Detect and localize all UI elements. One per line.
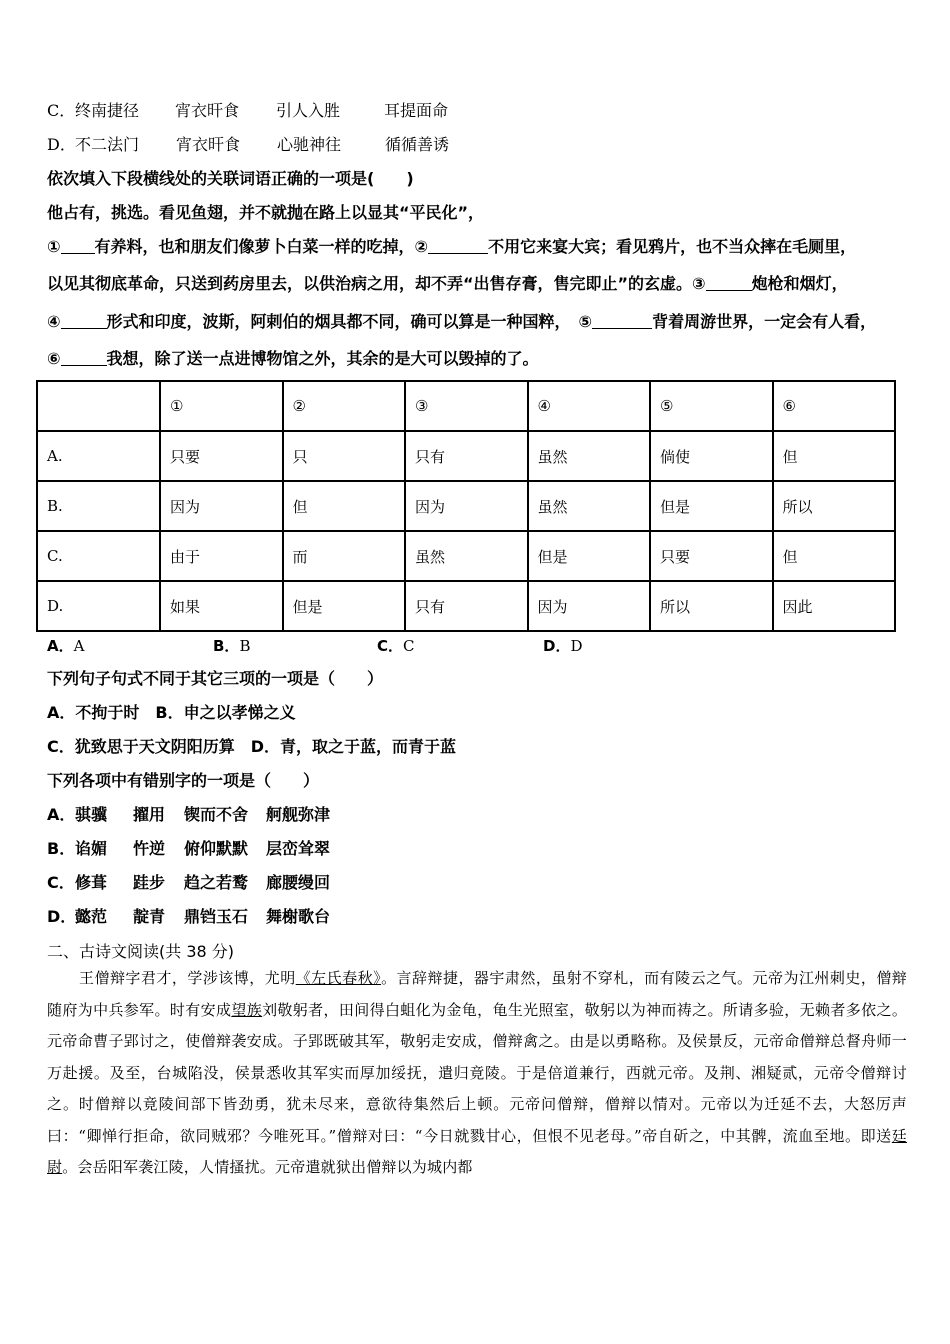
answer-value: A — [73, 637, 85, 655]
table-cell: 因为 — [160, 481, 283, 531]
table-cell: 但是 — [528, 531, 651, 581]
passage-text: 。言辞辩捷，器宇肃然，虽射不穿札，而有陵云之气。元帝为江州刺史，僧辩随府为中兵参军。时有安成 — [47, 969, 908, 1019]
answer-label: B． — [213, 637, 240, 655]
fill-blank — [706, 274, 752, 291]
underlined-term: 廷尉 — [47, 1126, 907, 1176]
table-cell: 只要 — [650, 531, 773, 581]
option-label: B． — [47, 839, 76, 858]
option-item: 循循善诱 — [385, 135, 450, 154]
option-item: 不二法门 — [75, 135, 140, 154]
passage-text: 炮枪和烟灯， — [751, 274, 848, 293]
option-item: 谄媚 — [75, 839, 108, 858]
row-label: D. — [37, 581, 160, 631]
fill-blank — [592, 312, 652, 329]
fill-blank — [61, 312, 107, 329]
section-title: 二、古诗文阅读(共 38 分) — [47, 942, 235, 961]
passage-text: 以见其彻底革命，只送到药房里去，以供治病之用，却不弄“出售存膏，售完即止”的玄虚。③ — [47, 274, 706, 293]
option-item: 舸舰弥津 — [266, 805, 331, 824]
answer-choice — [213, 636, 250, 657]
passage-line: 他占有，挑选。看见鱼翅，并不就抛在路上以显其“平民化”， — [47, 203, 485, 222]
option-item: 靛青 — [133, 907, 166, 926]
option-item: 宵衣旰食 — [175, 101, 240, 120]
table-cell: 由于 — [160, 531, 283, 581]
fill-blank — [61, 349, 107, 366]
table-cell: 虽然 — [405, 531, 528, 581]
typo-option-d — [47, 906, 330, 928]
passage-text: 我想，除了送一点进博物馆之外，其余的是大可以毁掉的了。 — [106, 349, 539, 368]
passage-text: 形式和印度，波斯，阿剌伯的烟具都不同，确可以算是一种国粹， ⑤ — [106, 312, 593, 331]
passage-line — [47, 311, 876, 333]
blank-marker: ① — [47, 237, 61, 256]
table-cell: 但 — [773, 531, 896, 581]
prev-option-c — [47, 100, 448, 122]
table-header-row — [37, 381, 895, 431]
table-cell: 倘使 — [650, 431, 773, 481]
table-cell: 但是 — [650, 481, 773, 531]
passage-text: 。会岳阳军袭江陵，人情搔扰。元帝遣就狱出僧辩以为城内都 — [62, 1158, 473, 1176]
table-header-cell: ⑤ — [650, 381, 773, 431]
passage-text: 不用它来宴大宾；看见鸦片，也不当众摔在毛厕里， — [488, 237, 857, 256]
option-label: D． — [47, 907, 77, 926]
answer-value: C — [403, 637, 415, 655]
option-item: 宵衣旰食 — [176, 135, 241, 154]
table-cell: 但 — [283, 481, 406, 531]
table-header-cell — [37, 381, 160, 431]
passage-text: 有养料，也和朋友们像萝卜白菜一样的吃掉，② — [94, 237, 429, 256]
option-item: 锲而不舍 — [184, 805, 249, 824]
passage-line — [47, 236, 856, 258]
option-label: D． — [47, 135, 76, 154]
table-cell: 如果 — [160, 581, 283, 631]
option-item: 心驰神往 — [277, 135, 342, 154]
option-label: C． — [47, 101, 76, 120]
question-prompt: 下列各项中有错别字的一项是（ ） — [47, 771, 320, 790]
table-cell: 但是 — [283, 581, 406, 631]
answer-choice — [377, 636, 415, 657]
table-cell: 因此 — [773, 581, 896, 631]
option-item: 骐骥 — [75, 805, 108, 824]
table-cell: 只有 — [405, 581, 528, 631]
answer-label: C． — [377, 637, 404, 655]
option-line: A．不拘于时 B．申之以孝悌之义 — [47, 703, 296, 722]
option-item: 终南捷径 — [75, 101, 140, 120]
classical-passage — [47, 963, 907, 1184]
answer-value: B — [239, 637, 251, 655]
table-header-cell: ① — [160, 381, 283, 431]
option-item: 廊腰缦回 — [266, 873, 331, 892]
passage-text: 王僧辩字君才，学涉该博，尤明 — [79, 969, 296, 987]
answer-choice — [47, 636, 84, 657]
table-cell: 虽然 — [528, 481, 651, 531]
option-item: 懿范 — [75, 907, 108, 926]
conjunction-table — [36, 380, 896, 632]
table-row — [37, 481, 895, 531]
answer-value: D — [570, 637, 583, 655]
option-item: 层峦耸翠 — [266, 839, 331, 858]
table-cell: 而 — [283, 531, 406, 581]
table-row — [37, 581, 895, 631]
answer-choice — [543, 636, 582, 657]
table-cell: 因为 — [528, 581, 651, 631]
table-row — [37, 431, 895, 481]
passage-line — [47, 348, 539, 370]
option-item: 跬步 — [133, 873, 166, 892]
underlined-term: 望族 — [231, 1000, 263, 1019]
blank-marker: ⑥ — [47, 349, 61, 368]
table-cell: 只 — [283, 431, 406, 481]
table-header-cell: ③ — [405, 381, 528, 431]
option-item: 忤逆 — [133, 839, 166, 858]
passage-text: 背着周游世界，一定会有人看， — [652, 312, 877, 331]
answer-label: D． — [543, 637, 571, 655]
prev-option-d — [47, 134, 449, 156]
table-cell: 所以 — [650, 581, 773, 631]
typo-option-b — [47, 838, 330, 860]
row-label: A. — [37, 431, 160, 481]
underlined-term: 《左氏春秋》 — [295, 969, 382, 987]
option-item: 引人入胜 — [276, 101, 341, 120]
option-label: A． — [47, 805, 76, 824]
option-item: 修葺 — [75, 873, 108, 892]
table-cell: 只有 — [405, 431, 528, 481]
option-item: 舞榭歌台 — [266, 907, 331, 926]
option-item: 趋之若鹜 — [184, 873, 249, 892]
option-line: C．犹致思于天文阴阳历算 D．青，取之于蓝，而青于蓝 — [47, 737, 457, 756]
typo-option-c — [47, 872, 330, 894]
table-row — [37, 531, 895, 581]
table-header-cell: ④ — [528, 381, 651, 431]
question-prompt: 依次填入下段横线处的关联词语正确的一项是( ) — [47, 169, 414, 188]
passage-line — [47, 273, 848, 295]
row-label: B. — [37, 481, 160, 531]
table-cell: 因为 — [405, 481, 528, 531]
fill-blank — [428, 237, 488, 254]
row-label: C. — [37, 531, 160, 581]
option-item: 擢用 — [133, 805, 166, 824]
table-cell: 只要 — [160, 431, 283, 481]
option-item: 鼎铛玉石 — [184, 907, 249, 926]
fill-blank — [61, 237, 95, 254]
answer-label: A． — [47, 637, 74, 655]
passage-paragraph — [47, 963, 907, 1184]
passage-text: 刘敬躬者，田间得白蛆化为金龟，龟生光照室，敬躬以为神而祷之。所请多验，无赖者多依之。元帝命曹子郢讨之，使僧辩袭安成。子郢既破其军，敬躬走安成，僧辩禽之。由是以勇略称。及侯景反，元帝命僧辩总督舟师一万赴援。及至，台城陷没，侯景悉收其军实而厚加绥抚，遣归竟陵。于是倍道兼行，西就元帝。及荆、湘疑贰，元帝令僧辩讨之。时僧辩以竟陵间部下皆劲勇，犹未尽来，意欲待集然后上顿。元帝问僧辩，僧辩以情对。元帝以为迁延不去，大怒厉声曰：“卿惮行拒命，欲同贼邪？今唯死耳。”僧辩对曰：“今日就戮甘心，但恨不见老母。”帝自斫之，中其髀，流血至地。即送 — [47, 1000, 908, 1145]
blank-marker: ④ — [47, 312, 61, 331]
typo-option-a — [47, 804, 330, 826]
table-cell: 但 — [773, 431, 896, 481]
table-header-cell: ⑥ — [773, 381, 896, 431]
table-cell: 虽然 — [528, 431, 651, 481]
table-header-cell: ② — [283, 381, 406, 431]
question-prompt: 下列句子句式不同于其它三项的一项是（ ） — [47, 669, 384, 688]
option-item: 俯仰默默 — [184, 839, 249, 858]
table-cell: 所以 — [773, 481, 896, 531]
option-item: 耳提面命 — [384, 101, 449, 120]
option-label: C． — [47, 873, 75, 892]
